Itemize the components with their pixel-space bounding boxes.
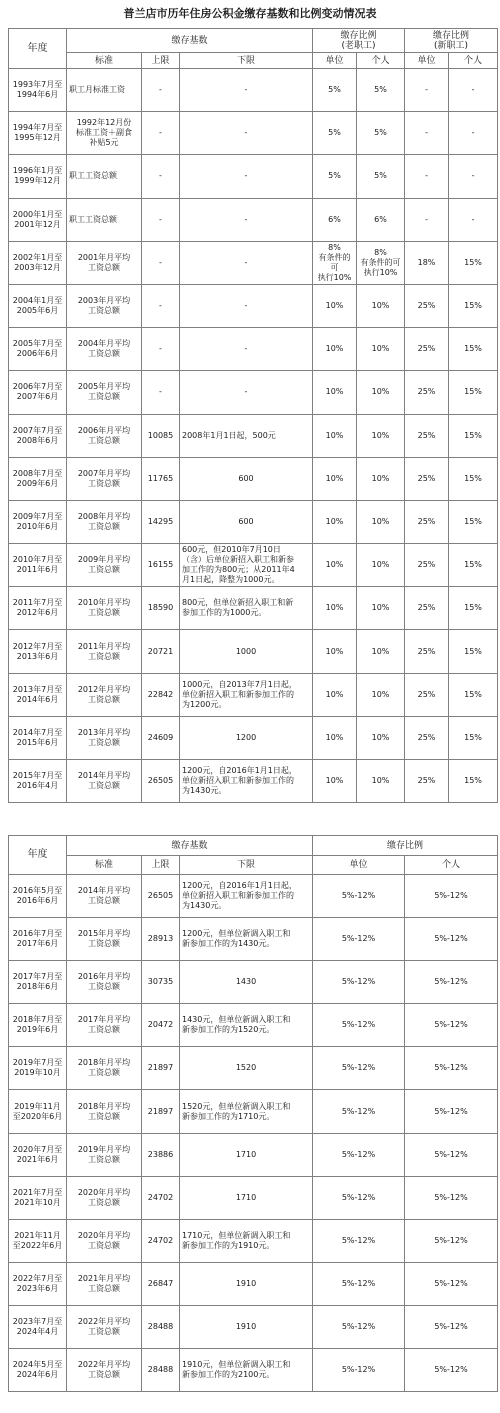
old-unit-cell: 10% [313, 544, 357, 587]
old-personal-cell: 5% [357, 69, 405, 112]
upper-cell: 20472 [142, 1004, 180, 1047]
standard-cell: 2009年月平均 工资总额 [67, 544, 142, 587]
contribution-table-old-new [8, 28, 498, 803]
table-row [9, 500, 498, 543]
year-cell: 1996年1月至 1999年12月 [9, 155, 67, 198]
new-personal-cell: 15% [449, 544, 498, 587]
year-cell: 2018年7月至 2019年6月 [9, 1004, 67, 1047]
table-row [9, 241, 498, 284]
year-cell: 2024年5月至 2024年6月 [9, 1349, 67, 1392]
personal-cell: 5%-12% [405, 1219, 498, 1262]
year-cell: 2012年7月至 2013年6月 [9, 630, 67, 673]
lower-cell: 1000 [180, 630, 313, 673]
lower-cell: 1520元，但单位新调入职工和 新参加工作的为1710元。 [180, 1090, 313, 1133]
new-personal-cell: 15% [449, 716, 498, 759]
year-cell: 2010年7月至 2011年6月 [9, 544, 67, 587]
table-row [9, 1349, 498, 1392]
new-unit-cell: 25% [405, 328, 449, 371]
lower-cell: 2008年1月1日起，500元 [180, 414, 313, 457]
header-year: 年度 [9, 29, 67, 69]
table-row [9, 284, 498, 327]
year-cell: 2016年7月至 2017年6月 [9, 918, 67, 961]
old-personal-cell: 10% [357, 371, 405, 414]
standard-cell: 1992年12月份 标准工资＋副食 补贴5元 [67, 112, 142, 155]
new-personal-cell: 15% [449, 587, 498, 630]
upper-cell: 21897 [142, 1090, 180, 1133]
upper-cell: 30735 [142, 961, 180, 1004]
new-unit-cell: 25% [405, 371, 449, 414]
header-new-unit: 单位 [405, 53, 449, 69]
header-base-group: 缴存基数 [67, 29, 313, 53]
lower-cell: - [180, 284, 313, 327]
standard-cell: 2003年月平均 工资总额 [67, 284, 142, 327]
header-ratio-old-group: 缴存比例 (老职工) [313, 29, 405, 53]
table-row [9, 875, 498, 918]
page-title: 普兰店市历年住房公积金缴存基数和比例变动情况表 [123, 7, 377, 20]
year-cell: 2002年1月至 2003年12月 [9, 241, 67, 284]
year-cell: 2013年7月至 2014年6月 [9, 673, 67, 716]
lower-cell: - [180, 328, 313, 371]
table-row [9, 544, 498, 587]
standard-cell: 2018年月平均 工资总额 [67, 1090, 142, 1133]
upper-cell: 26505 [142, 875, 180, 918]
standard-cell: 2010年月平均 工资总额 [67, 587, 142, 630]
upper-cell: - [142, 198, 180, 241]
unit-cell: 5%-12% [313, 918, 405, 961]
new-unit-cell: 25% [405, 630, 449, 673]
unit-cell: 5%-12% [313, 1090, 405, 1133]
upper-cell: 10085 [142, 414, 180, 457]
header-lower: 下限 [180, 53, 313, 69]
personal-cell: 5%-12% [405, 1262, 498, 1305]
personal-cell: 5%-12% [405, 918, 498, 961]
personal-cell: 5%-12% [405, 1047, 498, 1090]
standard-cell: 2017年月平均 工资总额 [67, 1004, 142, 1047]
standard-cell: 2022年月平均 工资总额 [67, 1349, 142, 1392]
standard-cell: 2008年月平均 工资总额 [67, 500, 142, 543]
old-personal-cell: 10% [357, 630, 405, 673]
old-unit-cell: 10% [313, 457, 357, 500]
header-upper: 上限 [142, 53, 180, 69]
old-personal-cell: 10% [357, 587, 405, 630]
header-new-personal: 个人 [449, 53, 498, 69]
upper-cell: 24609 [142, 716, 180, 759]
upper-cell: - [142, 241, 180, 284]
table-row [9, 918, 498, 961]
standard-cell: 2019年月平均 工资总额 [67, 1133, 142, 1176]
unit-cell: 5%-12% [313, 1349, 405, 1392]
standard-cell: 2006年月平均 工资总额 [67, 414, 142, 457]
upper-cell: 23886 [142, 1133, 180, 1176]
lower-cell: 1710 [180, 1176, 313, 1219]
lower-cell: 1910元，但单位新调入职工和 新参加工作的为2100元。 [180, 1349, 313, 1392]
new-unit-cell: 25% [405, 587, 449, 630]
year-cell: 2004年1月至 2005年6月 [9, 284, 67, 327]
new-personal-cell: 15% [449, 673, 498, 716]
year-cell: 2008年7月至 2009年6月 [9, 457, 67, 500]
table-row [9, 587, 498, 630]
upper-cell: 26505 [142, 760, 180, 803]
new-unit-cell: - [405, 198, 449, 241]
unit-cell: 5%-12% [313, 875, 405, 918]
upper-cell: 22842 [142, 673, 180, 716]
table-row [9, 371, 498, 414]
header-ratio-new-group: 缴存比例 (新职工) [405, 29, 498, 53]
year-cell: 1994年7月至 1995年12月 [9, 112, 67, 155]
standard-cell: 2004年月平均 工资总额 [67, 328, 142, 371]
standard-cell: 2001年月平均 工资总额 [67, 241, 142, 284]
new-personal-cell: 15% [449, 500, 498, 543]
year-cell: 2020年7月至 2021年6月 [9, 1133, 67, 1176]
old-personal-cell: 5% [357, 112, 405, 155]
old-unit-cell: 8% 有条件的可 执行10% [313, 241, 357, 284]
upper-cell: 18590 [142, 587, 180, 630]
standard-cell: 2014年月平均 工资总额 [67, 875, 142, 918]
upper-cell: - [142, 112, 180, 155]
table-row [9, 457, 498, 500]
unit-cell: 5%-12% [313, 1305, 405, 1348]
table-row [9, 1090, 498, 1133]
table-row [9, 961, 498, 1004]
old-personal-cell: 10% [357, 544, 405, 587]
old-personal-cell: 10% [357, 760, 405, 803]
upper-cell: - [142, 371, 180, 414]
new-personal-cell: - [449, 69, 498, 112]
upper-cell: 16155 [142, 544, 180, 587]
lower-cell: - [180, 371, 313, 414]
header2-standard: 标准 [67, 856, 142, 875]
unit-cell: 5%-12% [313, 1047, 405, 1090]
old-unit-cell: 10% [313, 587, 357, 630]
new-personal-cell: 15% [449, 284, 498, 327]
table-row [9, 1133, 498, 1176]
old-personal-cell: 10% [357, 716, 405, 759]
upper-cell: 21897 [142, 1047, 180, 1090]
upper-cell: - [142, 69, 180, 112]
header2-ratio-group: 缴存比例 [313, 836, 498, 856]
lower-cell: - [180, 155, 313, 198]
new-unit-cell: 18% [405, 241, 449, 284]
new-personal-cell: 15% [449, 457, 498, 500]
table-row [9, 630, 498, 673]
new-personal-cell: - [449, 198, 498, 241]
header-standard: 标准 [67, 53, 142, 69]
new-personal-cell: 15% [449, 630, 498, 673]
upper-cell: 26847 [142, 1262, 180, 1305]
old-unit-cell: 10% [313, 760, 357, 803]
new-unit-cell: - [405, 69, 449, 112]
upper-cell: - [142, 328, 180, 371]
year-cell: 1993年7月至 1994年6月 [9, 69, 67, 112]
table-row [9, 1219, 498, 1262]
lower-cell: 1200元，自2016年1月1日起， 单位新招入职工和新参加工作的 为1430元。 [180, 760, 313, 803]
new-unit-cell: 25% [405, 457, 449, 500]
lower-cell: 600 [180, 457, 313, 500]
new-personal-cell: 15% [449, 760, 498, 803]
table-row [9, 716, 498, 759]
table-row [9, 1004, 498, 1047]
new-unit-cell: 25% [405, 500, 449, 543]
header2-year: 年度 [9, 836, 67, 875]
lower-cell: - [180, 69, 313, 112]
standard-cell: 2005年月平均 工资总额 [67, 371, 142, 414]
personal-cell: 5%-12% [405, 875, 498, 918]
table-row [9, 1176, 498, 1219]
personal-cell: 5%-12% [405, 1305, 498, 1348]
personal-cell: 5%-12% [405, 1004, 498, 1047]
old-unit-cell: 5% [313, 69, 357, 112]
table-row [9, 1305, 498, 1348]
upper-cell: 28488 [142, 1349, 180, 1392]
table-row [9, 414, 498, 457]
personal-cell: 5%-12% [405, 961, 498, 1004]
lower-cell: 1710 [180, 1133, 313, 1176]
old-unit-cell: 10% [313, 414, 357, 457]
unit-cell: 5%-12% [313, 1004, 405, 1047]
personal-cell: 5%-12% [405, 1090, 498, 1133]
year-cell: 2015年7月至 2016年4月 [9, 760, 67, 803]
upper-cell: - [142, 284, 180, 327]
contribution-table-range [8, 835, 498, 1392]
year-cell: 2005年7月至 2006年6月 [9, 328, 67, 371]
table-row [9, 1047, 498, 1090]
old-unit-cell: 5% [313, 112, 357, 155]
old-unit-cell: 10% [313, 673, 357, 716]
year-cell: 2007年7月至 2008年6月 [9, 414, 67, 457]
standard-cell: 2022年月平均 工资总额 [67, 1305, 142, 1348]
lower-cell: 1910 [180, 1262, 313, 1305]
unit-cell: 5%-12% [313, 1176, 405, 1219]
new-personal-cell: - [449, 155, 498, 198]
old-unit-cell: 6% [313, 198, 357, 241]
lower-cell: - [180, 198, 313, 241]
old-personal-cell: 10% [357, 457, 405, 500]
old-personal-cell: 8% 有条件的可 执行10% [357, 241, 405, 284]
table-row [9, 1262, 498, 1305]
unit-cell: 5%-12% [313, 1262, 405, 1305]
old-unit-cell: 10% [313, 284, 357, 327]
old-personal-cell: 10% [357, 673, 405, 716]
old-personal-cell: 10% [357, 284, 405, 327]
upper-cell: - [142, 155, 180, 198]
new-unit-cell: - [405, 112, 449, 155]
old-personal-cell: 10% [357, 500, 405, 543]
year-cell: 2023年7月至 2024年4月 [9, 1305, 67, 1348]
standard-cell: 2014年月平均 工资总额 [67, 760, 142, 803]
upper-cell: 24702 [142, 1219, 180, 1262]
year-cell: 2006年7月至 2007年6月 [9, 371, 67, 414]
upper-cell: 20721 [142, 630, 180, 673]
new-unit-cell: 25% [405, 544, 449, 587]
old-unit-cell: 10% [313, 371, 357, 414]
old-personal-cell: 5% [357, 155, 405, 198]
standard-cell: 2021年月平均 工资总额 [67, 1262, 142, 1305]
standard-cell: 2018年月平均 工资总额 [67, 1047, 142, 1090]
old-unit-cell: 5% [313, 155, 357, 198]
upper-cell: 14295 [142, 500, 180, 543]
table-row [9, 155, 498, 198]
lower-cell: 1430元，但单位新调入职工和 新参加工作的为1520元。 [180, 1004, 313, 1047]
standard-cell: 2020年月平均 工资总额 [67, 1219, 142, 1262]
lower-cell: 600元，但2010年7月10日 （含）后单位新招入职工和新参 加工作的为800元；从2011年4 月1日起，降整为1000元。 [180, 544, 313, 587]
header-old-personal: 个人 [357, 53, 405, 69]
lower-cell: 1710元，但单位新调入职工和 新参加工作的为1910元。 [180, 1219, 313, 1262]
year-cell: 2016年5月至 2016年6月 [9, 875, 67, 918]
standard-cell: 2013年月平均 工资总额 [67, 716, 142, 759]
unit-cell: 5%-12% [313, 961, 405, 1004]
personal-cell: 5%-12% [405, 1349, 498, 1392]
new-unit-cell: 25% [405, 760, 449, 803]
new-unit-cell: 25% [405, 673, 449, 716]
lower-cell: 1200 [180, 716, 313, 759]
header2-unit: 单位 [313, 856, 405, 875]
upper-cell: 28488 [142, 1305, 180, 1348]
new-unit-cell: 25% [405, 414, 449, 457]
standard-cell: 职工工资总额 [67, 155, 142, 198]
lower-cell: - [180, 112, 313, 155]
lower-cell: 1000元，自2013年7月1日起， 单位新招入职工和新参加工作的 为1200元。 [180, 673, 313, 716]
old-unit-cell: 10% [313, 630, 357, 673]
old-unit-cell: 10% [313, 328, 357, 371]
year-cell: 2019年11月 至2020年6月 [9, 1090, 67, 1133]
standard-cell: 职工工资总额 [67, 198, 142, 241]
table-row [9, 198, 498, 241]
standard-cell: 2020年月平均 工资总额 [67, 1176, 142, 1219]
lower-cell: 1200元，但单位新调入职工和 新参加工作的为1430元。 [180, 918, 313, 961]
header2-base-group: 缴存基数 [67, 836, 313, 856]
new-unit-cell: 25% [405, 716, 449, 759]
standard-cell: 2015年月平均 工资总额 [67, 918, 142, 961]
standard-cell: 2016年月平均 工资总额 [67, 961, 142, 1004]
old-unit-cell: 10% [313, 500, 357, 543]
new-personal-cell: - [449, 112, 498, 155]
table-row [9, 760, 498, 803]
table-row [9, 69, 498, 112]
table-row [9, 673, 498, 716]
year-cell: 2019年7月至 2019年10月 [9, 1047, 67, 1090]
lower-cell: 800元，但单位新招入职工和新 参加工作的为1000元。 [180, 587, 313, 630]
header2-lower: 下限 [180, 856, 313, 875]
year-cell: 2009年7月至 2010年6月 [9, 500, 67, 543]
personal-cell: 5%-12% [405, 1133, 498, 1176]
lower-cell: - [180, 241, 313, 284]
year-cell: 2017年7月至 2018年6月 [9, 961, 67, 1004]
lower-cell: 1520 [180, 1047, 313, 1090]
header2-upper: 上限 [142, 856, 180, 875]
new-personal-cell: 15% [449, 371, 498, 414]
new-unit-cell: 25% [405, 284, 449, 327]
upper-cell: 24702 [142, 1176, 180, 1219]
table-row [9, 112, 498, 155]
old-personal-cell: 10% [357, 414, 405, 457]
old-personal-cell: 6% [357, 198, 405, 241]
unit-cell: 5%-12% [313, 1219, 405, 1262]
year-cell: 2014年7月至 2015年6月 [9, 716, 67, 759]
year-cell: 2021年11月 至2022年6月 [9, 1219, 67, 1262]
table-row [9, 328, 498, 371]
year-cell: 2011年7月至 2012年6月 [9, 587, 67, 630]
header2-personal: 个人 [405, 856, 498, 875]
lower-cell: 1430 [180, 961, 313, 1004]
standard-cell: 2012年月平均 工资总额 [67, 673, 142, 716]
new-personal-cell: 15% [449, 414, 498, 457]
standard-cell: 2011年月平均 工资总额 [67, 630, 142, 673]
old-personal-cell: 10% [357, 328, 405, 371]
unit-cell: 5%-12% [313, 1133, 405, 1176]
lower-cell: 600 [180, 500, 313, 543]
new-personal-cell: 15% [449, 328, 498, 371]
standard-cell: 职工月标准工资 [67, 69, 142, 112]
old-unit-cell: 10% [313, 716, 357, 759]
new-unit-cell: - [405, 155, 449, 198]
standard-cell: 2007年月平均 工资总额 [67, 457, 142, 500]
new-personal-cell: 15% [449, 241, 498, 284]
header-old-unit: 单位 [313, 53, 357, 69]
year-cell: 2022年7月至 2023年6月 [9, 1262, 67, 1305]
lower-cell: 1200元，自2016年1月1日起， 单位新招入职工和新参加工作的 为1430元。 [180, 875, 313, 918]
personal-cell: 5%-12% [405, 1176, 498, 1219]
upper-cell: 11765 [142, 457, 180, 500]
year-cell: 2021年7月至 2021年10月 [9, 1176, 67, 1219]
year-cell: 2000年1月至 2001年12月 [9, 198, 67, 241]
upper-cell: 28913 [142, 918, 180, 961]
lower-cell: 1910 [180, 1305, 313, 1348]
